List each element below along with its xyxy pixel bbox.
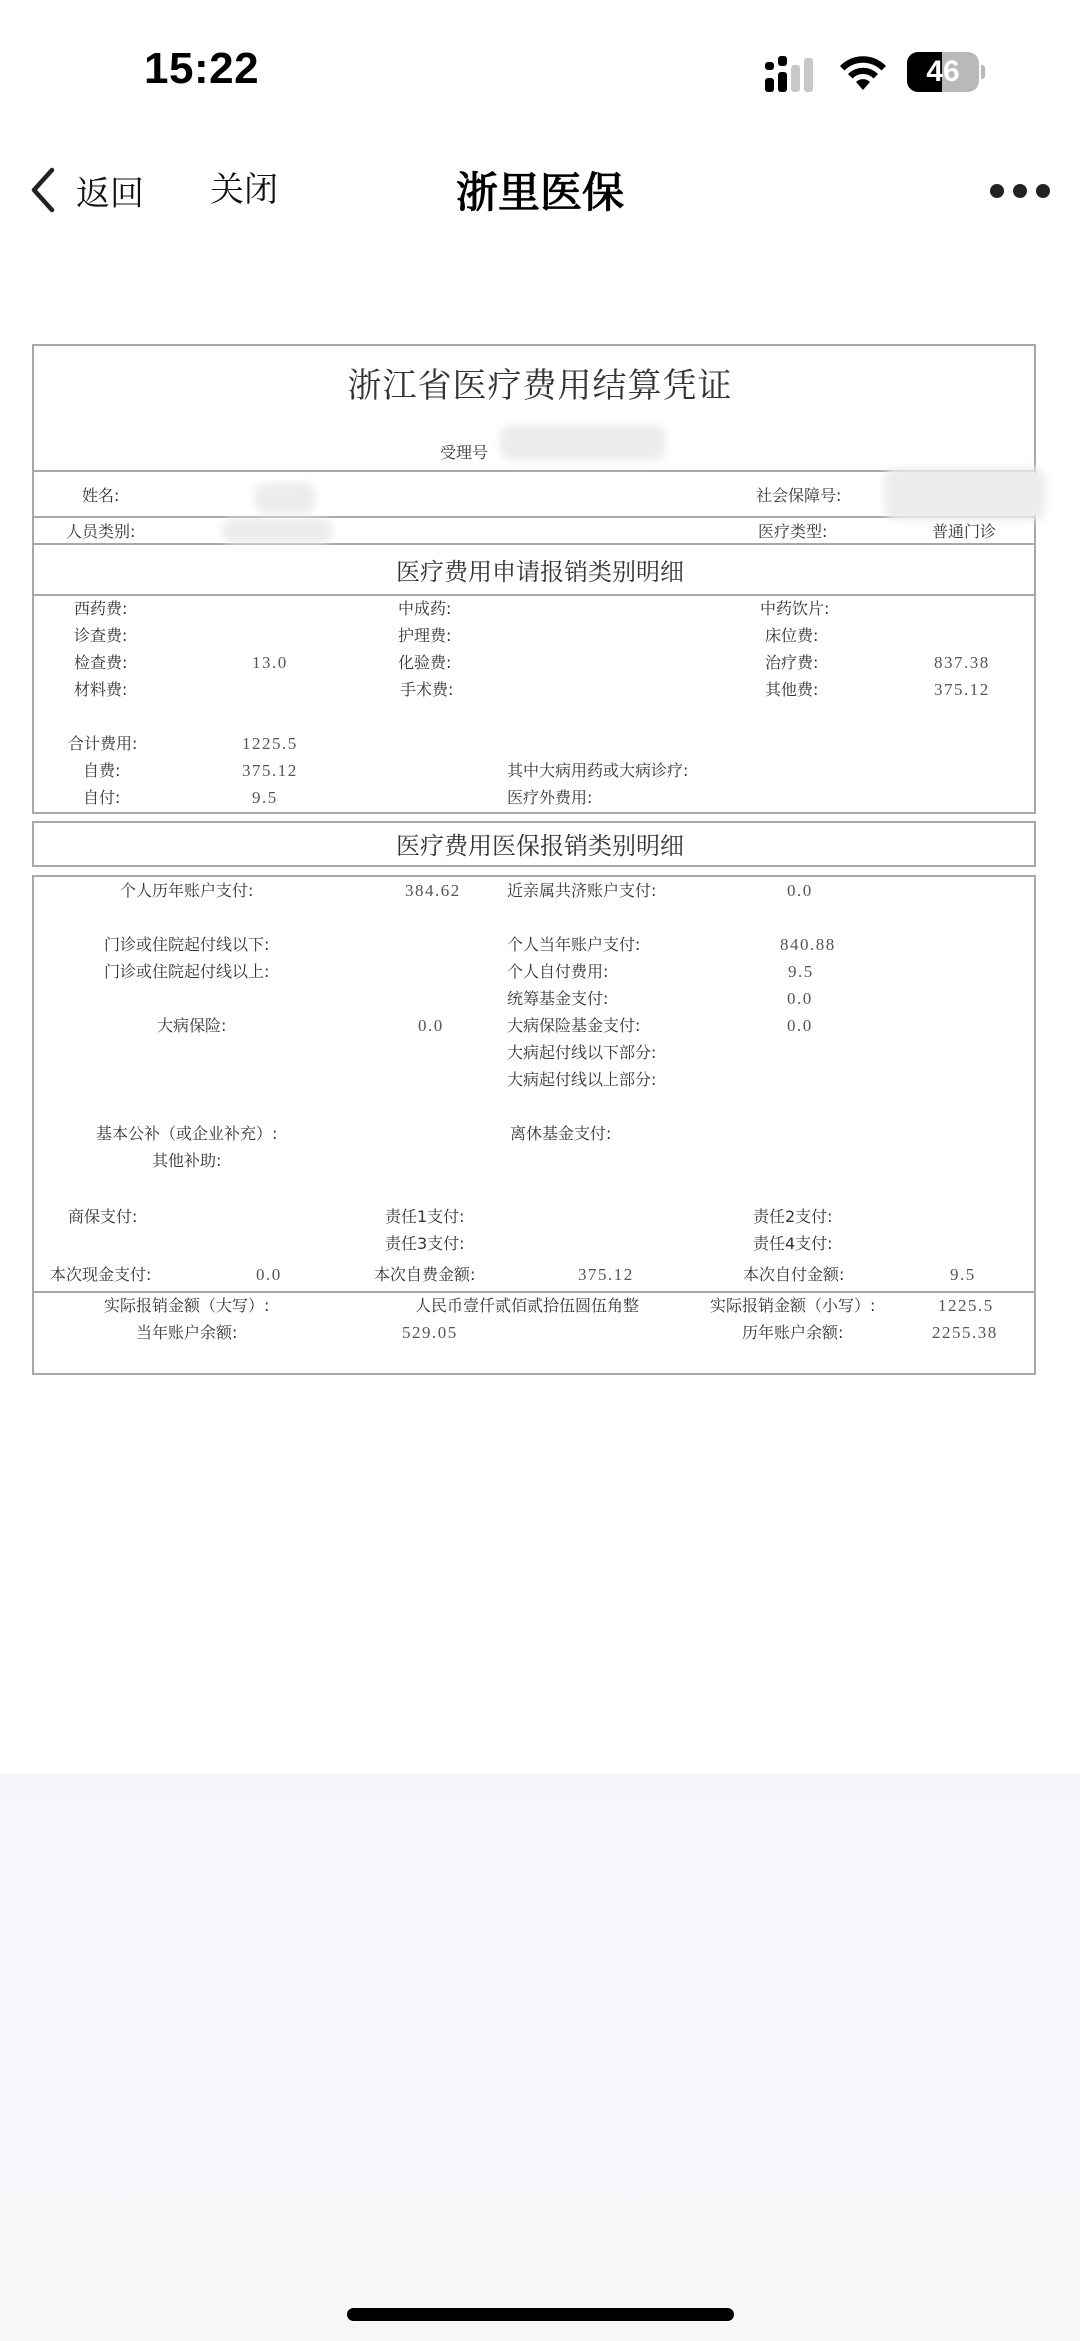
self-paid-amount-value: 9.5 [950, 1265, 976, 1284]
western-medicine-label: 西药费: [74, 599, 128, 618]
name-label: 姓名: [82, 486, 120, 505]
personal-current-account-label: 个人当年账户支付: [507, 935, 641, 954]
divider [32, 1291, 1036, 1293]
status-time: 15:22 [144, 44, 260, 93]
total-fee-label: 合计费用: [68, 734, 138, 753]
relatives-mutual-account-label: 近亲属共济账户支付: [507, 881, 657, 900]
examination-fee-value: 13.0 [252, 653, 288, 672]
chinese-patent-medicine-label: 中成药: [398, 599, 452, 618]
cash-payment-label: 本次现金支付: [50, 1265, 152, 1284]
divider [32, 516, 1036, 518]
divider [32, 470, 1036, 472]
self-paid-value: 9.5 [252, 788, 278, 807]
below-deductible-label: 门诊或住院起付线以下: [104, 935, 270, 954]
liability4-label: 责任4支付: [753, 1234, 833, 1253]
divider [32, 594, 1036, 596]
self-funded-amount-value: 375.12 [578, 1265, 634, 1284]
major-illness-insurance-label: 大病保险: [157, 1016, 227, 1035]
medical-type-value: 普通门诊 [932, 522, 997, 541]
lab-test-fee-label: 化验费: [398, 653, 452, 672]
redacted-social-security-no [885, 468, 1045, 520]
past-years-balance-value: 2255.38 [932, 1323, 998, 1342]
divider [32, 543, 1036, 545]
actual-amount-lower-value: 1225.5 [938, 1296, 994, 1315]
self-funded-label: 自费: [83, 761, 121, 780]
bottom-area [0, 1774, 1080, 2341]
personal-self-pay-value: 9.5 [788, 962, 814, 981]
bed-fee-label: 床位费: [765, 626, 819, 645]
section2-title: 医疗费用医保报销类别明细 [396, 832, 684, 860]
material-fee-label: 材料费: [74, 680, 128, 699]
examination-fee-label: 检查费: [74, 653, 128, 672]
nursing-fee-label: 护理费: [398, 626, 452, 645]
major-above-deductible-label: 大病起付线以上部分: [507, 1070, 657, 1089]
personal-past-account-value: 384.62 [405, 881, 461, 900]
relatives-mutual-account-value: 0.0 [787, 881, 813, 900]
treatment-fee-value: 837.38 [934, 653, 990, 672]
above-deductible-label: 门诊或住院起付线以上: [104, 962, 270, 981]
close-button[interactable]: 关闭 [210, 170, 278, 210]
treatment-fee-label: 治疗费: [765, 653, 819, 672]
major-illness-fund-label: 大病保险基金支付: [507, 1016, 641, 1035]
pooled-fund-label: 统筹基金支付: [507, 989, 609, 1008]
major-illness-fund-value: 0.0 [787, 1016, 813, 1035]
major-illness-insurance-value: 0.0 [418, 1016, 444, 1035]
current-year-balance-value: 529.05 [402, 1323, 458, 1342]
battery-level: 46 [926, 55, 960, 88]
person-category-label: 人员类别: [66, 522, 136, 541]
chinese-herbal-pieces-label: 中药饮片: [760, 599, 830, 618]
voucher-title: 浙江省医疗费用结算凭证 [347, 366, 733, 406]
liability2-label: 责任2支付: [753, 1207, 833, 1226]
personal-self-pay-label: 个人自付费用: [507, 962, 609, 981]
actual-amount-upper-label: 实际报销金额（大写）: [104, 1296, 270, 1315]
home-indicator[interactable] [347, 2308, 734, 2321]
liability3-label: 责任3支付: [385, 1234, 465, 1253]
basic-public-subsidy-label: 基本公补（或企业补充）: [96, 1124, 278, 1143]
actual-amount-upper-value: 人民币壹仟贰佰贰拾伍圆伍角整 [415, 1296, 640, 1315]
major-illness-drugs-label: 其中大病用药或大病诊疗: [507, 761, 689, 780]
current-year-balance-label: 当年账户余额: [136, 1323, 238, 1342]
medical-type-label: 医疗类型: [758, 522, 828, 541]
retiree-fund-label: 离休基金支付: [510, 1124, 612, 1143]
surgery-fee-label: 手术费: [400, 680, 454, 699]
self-funded-amount-label: 本次自费金额: [374, 1265, 476, 1284]
past-years-balance-label: 历年账户余额: [742, 1323, 844, 1342]
liability1-label: 责任1支付: [385, 1207, 465, 1226]
consultation-fee-label: 诊查费: [74, 626, 128, 645]
redacted-person-category [222, 519, 332, 543]
acceptance-no-label: 受理号 [440, 443, 489, 462]
actual-amount-lower-label: 实际报销金额（小写）: [710, 1296, 876, 1315]
social-security-no-label: 社会保障号: [756, 486, 842, 505]
other-subsidy-label: 其他补助: [152, 1151, 222, 1170]
commercial-insurance-label: 商保支付: [68, 1207, 138, 1226]
redacted-acceptance-no [500, 425, 665, 460]
personal-current-account-value: 840.88 [780, 935, 836, 954]
redacted-name [255, 483, 315, 513]
self-funded-value: 375.12 [242, 761, 298, 780]
personal-past-account-label: 个人历年账户支付: [120, 881, 254, 900]
section1-title: 医疗费用申请报销类别明细 [396, 558, 684, 586]
non-medical-fee-label: 医疗外费用: [507, 788, 593, 807]
back-label: 返回 [76, 173, 144, 214]
major-below-deductible-label: 大病起付线以下部分: [507, 1043, 657, 1062]
other-fee-label: 其他费: [765, 680, 819, 699]
self-paid-label: 自付: [83, 788, 121, 807]
pooled-fund-value: 0.0 [787, 989, 813, 1008]
total-fee-value: 1225.5 [242, 734, 298, 753]
other-fee-value: 375.12 [934, 680, 990, 699]
self-paid-amount-label: 本次自付金额: [743, 1265, 845, 1284]
page-title: 浙里医保 [455, 168, 624, 217]
cash-payment-value: 0.0 [256, 1265, 282, 1284]
